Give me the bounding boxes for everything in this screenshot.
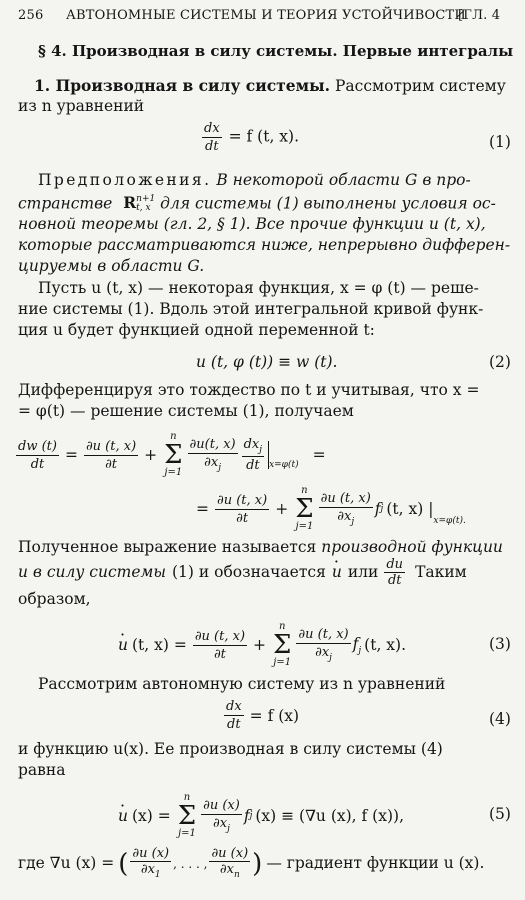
- assumptions-line1: Предположения. В некоторой области G в про-: [38, 171, 471, 189]
- equation-2-label: (2): [489, 353, 511, 371]
- para2-line1: Дифференцируя это тождество по t и учитывая, что x =: [18, 381, 480, 399]
- para5-line2: равна: [18, 761, 66, 779]
- equation-autonomous: $\frac{dx}{dt}$ = f (x): [226, 699, 300, 732]
- section-title: § 4. Производная в силу системы. Первые интегралы: [38, 42, 514, 60]
- subsection-line2: из n уравнений: [18, 97, 145, 115]
- equation-2: u (t, φ (t)) ≡ w (t).: [196, 353, 338, 371]
- subsection-title: 1. Производная в силу системы.: [34, 76, 331, 95]
- para1-line1: Пусть u (t, x) — некоторая функция, x = φ (t) — реше-: [38, 279, 479, 297]
- equation-derivative-label: (3): [489, 635, 511, 653]
- para1-line3: ция u будет функцией одной переменной t:: [18, 321, 375, 339]
- para4: Рассмотрим автономную систему из n уравнений: [38, 675, 446, 693]
- assumptions-line5: цируемы в области G.: [18, 257, 205, 275]
- para3-line3: образом,: [18, 590, 91, 608]
- equation-3-line2: = $\frac{\partial u (t, x)}{\partial t}$ + n Σ j=1 ∂u (t, x) $\partial x_j$ f j (t, x) | x=φ(t).: [196, 485, 466, 532]
- gradient-line: где ∇u (x) = ( ∂u (x) $\partial x_1$ , . . . , ∂u (x) $\partial x_n$ ) — градиент функции u (x).: [18, 846, 485, 880]
- assumptions-line4: которые рассматриваются ниже, непрерывно дифферен-: [18, 236, 511, 254]
- para1-line2: ние системы (1). Вдоль этой интегральной кривой функ-: [18, 300, 484, 318]
- assumptions-word: Предположения.: [38, 171, 212, 189]
- equation-derivative: u · (t, x) = $\frac{\partial u (t, x)}{\partial t}$ + n Σ j=1 ∂u (t, x) $\partial x_j$ $f_j$ (t, x).: [118, 622, 406, 668]
- para3-line2: и в силу системы (1) и обозначается u · или du dt Таким: [18, 558, 467, 587]
- page-number: 256: [18, 8, 44, 23]
- equation-5-label: (5): [489, 805, 511, 823]
- running-title: АВТОНОМНЫЕ СИСТЕМЫ И ТЕОРИЯ УСТОЙЧИВОСТИ: [66, 8, 466, 23]
- equation-1-label: (1): [489, 133, 511, 151]
- para3-line1: Полученное выражение называется производной функции: [18, 538, 503, 556]
- equation-autonomous-label: (4): [489, 710, 511, 728]
- chapter-ref: [ГЛ. 4: [458, 8, 501, 23]
- subsection-line1: [34, 78, 506, 95]
- equation-3-line1: $\frac{dw (t)}{dt}$ = $\frac{\partial u (t, x)}{\partial t}$ + n Σ j=1 ∂u(t, x) $\partial x_j$ $dx_j$ dt x=φ(t) =: [18, 431, 326, 478]
- para2-line2: = φ(t) — решение системы (1), получаем: [18, 402, 354, 420]
- assumptions-line2: странстве R n+1 t, x для системы (1) выполнены условия ос-: [18, 193, 496, 214]
- assumptions-line3: новной теоремы (гл. 2, § 1). Все прочие функции u (t, x),: [18, 215, 486, 233]
- equation-1: $\frac{dx}{dt}$ = f (t, x).: [204, 121, 300, 154]
- para5-line1: и функцию u(x). Ее производная в силу системы (4): [18, 740, 443, 758]
- equation-5: u · (x) = n Σ j=1 ∂u (x) $\partial x_j$ f j (x) ≡ (∇u (x), f (x)),: [118, 793, 404, 839]
- subsection-intro: Рассмотрим систему: [334, 77, 506, 95]
